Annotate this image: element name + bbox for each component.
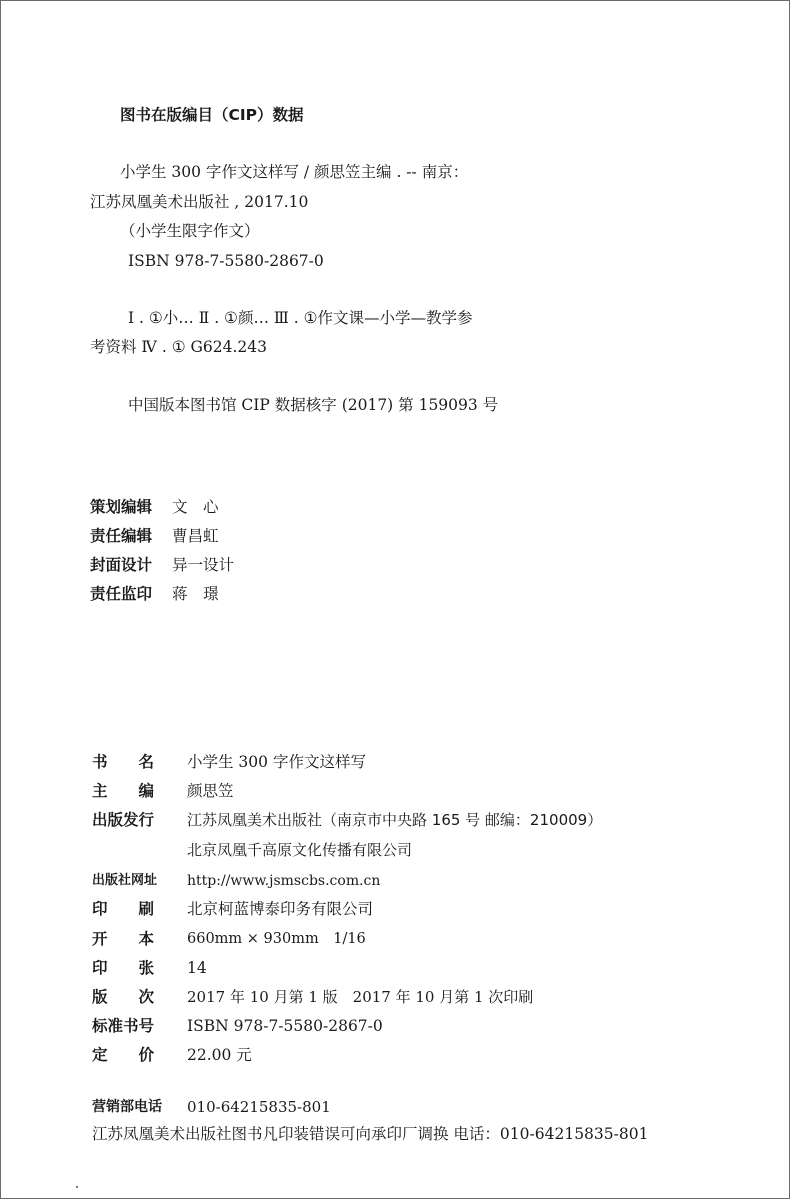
detail-value-title: 小学生 300 字作文这样写 (187, 753, 366, 771)
detail-value-edition: 2017 年 10 月第 1 版 2017 年 10 月第 1 次印刷 (187, 988, 534, 1006)
detail-value-publisher-2: 北京凤凰千高原文化传播有限公司 (187, 841, 413, 859)
cip-entry-line2: 江苏凤凰美术出版社 , 2017.10 (90, 193, 309, 211)
detail-label-editor: 主 编 (92, 782, 155, 800)
cip-subject-line1: Ⅰ . ①小… Ⅱ . ①颜… Ⅲ . ①作文课—小学—教学参 (128, 309, 473, 327)
detail-label-price: 定 价 (92, 1046, 155, 1064)
detail-label-format: 开 本 (92, 930, 155, 948)
detail-label-title: 书 名 (92, 753, 155, 771)
cip-number: 中国版本图书馆 CIP 数据核字 (2017) 第 159093 号 (128, 396, 499, 414)
cip-entry-isbn: ISBN 978-7-5580-2867-0 (128, 252, 324, 270)
detail-label-website: 出版社网址 (92, 873, 158, 888)
detail-label-sheets: 印 张 (92, 959, 155, 977)
detail-value-editor: 颜思笠 (187, 782, 234, 800)
credit-label: 封面设计 (90, 556, 153, 574)
credit-value: 异一设计 (172, 556, 235, 574)
detail-value-printer: 北京柯蓝博泰印务有限公司 (187, 900, 374, 918)
credit-value: 曹昌虹 (172, 527, 219, 545)
credit-value: 文 心 (172, 498, 219, 516)
detail-value-price: 22.00 元 (187, 1046, 252, 1064)
detail-label-printer: 印 刷 (92, 900, 155, 918)
detail-label-publisher: 出版发行 (92, 811, 155, 829)
detail-value-publisher: 江苏凤凰美术出版社（南京市中央路 165 号 邮编：210009） (187, 811, 603, 829)
footer-phone-label: 营销部电话 (92, 1099, 162, 1115)
credit-label: 责任监印 (90, 585, 153, 603)
detail-value-isbn: ISBN 978-7-5580-2867-0 (187, 1017, 383, 1035)
scan-speck (76, 1186, 78, 1188)
detail-label-isbn: 标准书号 (92, 1017, 155, 1035)
cip-header: 图书在版编目（CIP）数据 (120, 106, 304, 124)
cip-entry-line1: 小学生 300 字作文这样写 / 颜思笠主编 . -- 南京： (120, 163, 469, 181)
footer-phone-value: 010-64215835-801 (187, 1098, 331, 1116)
cip-subject-line2: 考资料 Ⅳ . ① G624.243 (90, 338, 267, 356)
detail-value-website: http://www.jsmscbs.com.cn (187, 873, 381, 889)
credit-value: 蒋 璟 (172, 585, 219, 603)
credit-label: 策划编辑 (90, 498, 153, 516)
credit-label: 责任编辑 (90, 527, 153, 545)
detail-label-edition: 版 次 (92, 988, 155, 1006)
detail-value-format: 660mm × 930mm 1/16 (187, 931, 366, 947)
detail-value-sheets: 14 (187, 959, 207, 977)
cip-entry-series: （小学生限字作文） (120, 222, 260, 240)
footer-notice: 江苏凤凰美术出版社图书凡印装错误可向承印厂调换 电话：010-64215835-801 (92, 1125, 649, 1143)
